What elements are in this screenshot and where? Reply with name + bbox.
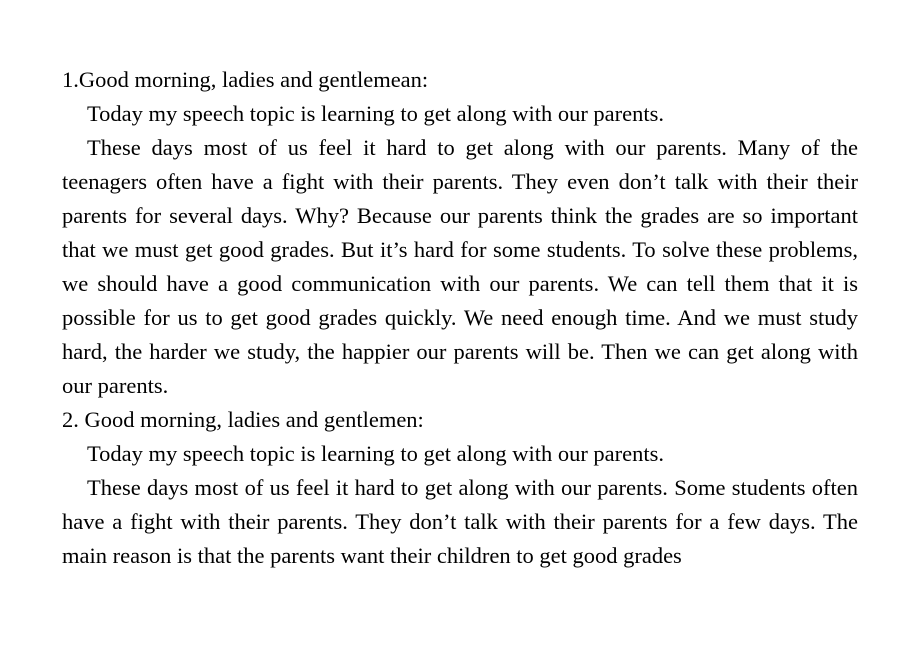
speech-2 bbox=[62, 403, 858, 573]
speech-2-topic: Today my speech topic is learning to get along with our parents. bbox=[87, 441, 665, 466]
speech-1 bbox=[62, 63, 858, 403]
speech-1-topic: Today my speech topic is learning to get along with our parents. bbox=[87, 101, 665, 126]
speech-1-body: These days most of us feel it hard to get along with our parents. Many of the teenagers often have a fight with their parents. They even don’t talk with their their parents for several days. Why? Because our parents think the grades are so important that we must get good grades. But it’s hard for some students. To solve these problems, we should have a good communication with our parents. We can tell them that it is possible for us to get good grades quickly. We need enough time. And we must study hard, the harder we study, the happier our parents will be. Then we can get along with our parents. bbox=[62, 135, 858, 398]
speech-2-greeting: 2. Good morning, ladies and gentlemen: bbox=[62, 407, 424, 432]
speech-2-body: These days most of us feel it hard to get along with our parents. Some students often have a fight with their parents. They don’t talk with their parents for a few days. The main reason is that the parents want their children to get good grades bbox=[62, 475, 858, 568]
speech-1-greeting: 1.Good morning, ladies and gentlemean: bbox=[62, 67, 429, 92]
document-page bbox=[62, 63, 858, 573]
